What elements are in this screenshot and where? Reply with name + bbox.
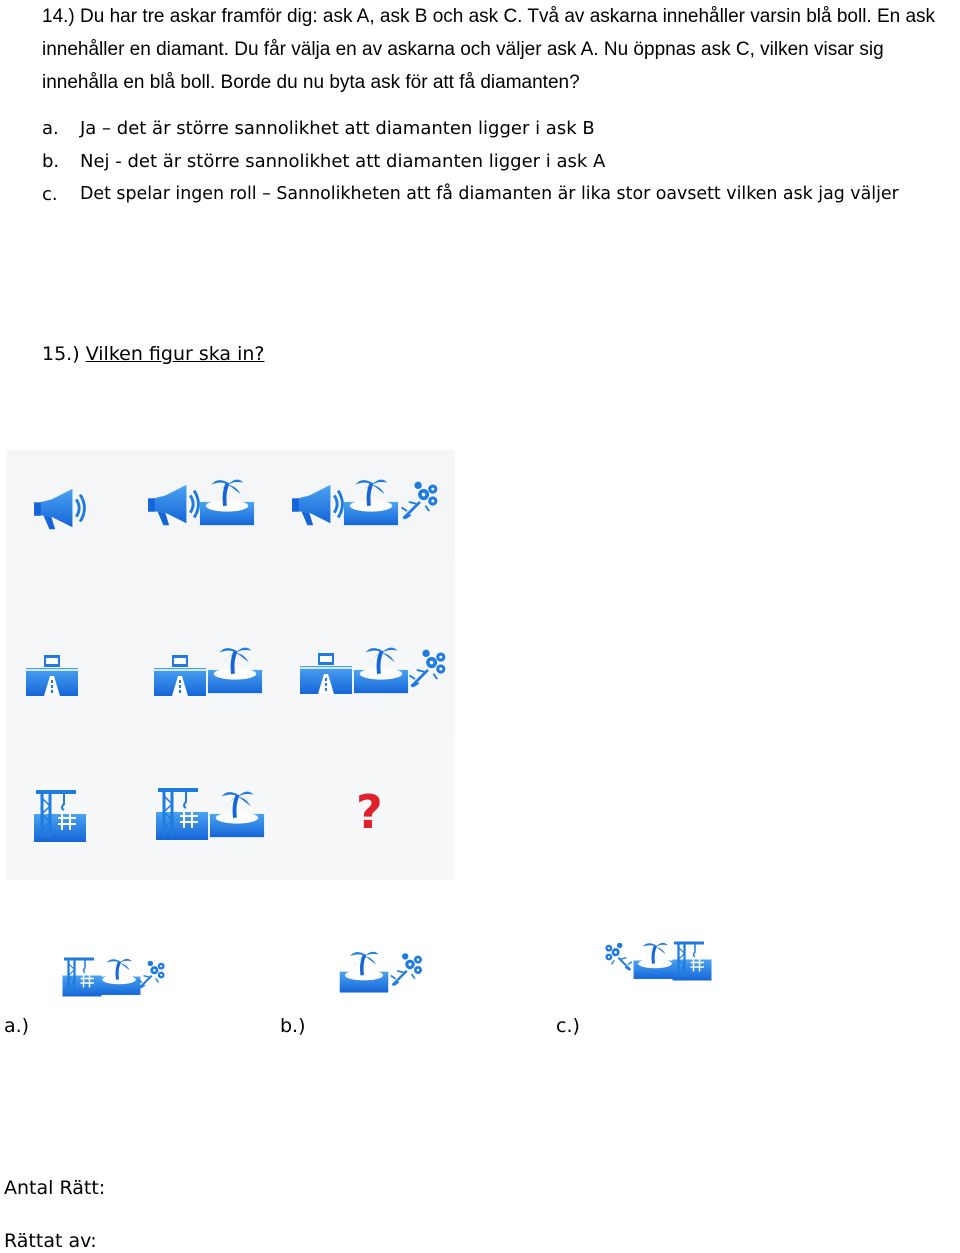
option-b <box>42 151 942 175</box>
flower-bouquet-icon <box>404 646 450 692</box>
palm-island-icon <box>206 640 264 696</box>
megaphone-icon <box>288 482 346 530</box>
option-a <box>42 118 942 142</box>
option-letter: c. <box>42 184 58 205</box>
missing-figure-question-mark: ? <box>356 785 383 839</box>
score-label: Antal Rätt: <box>4 1177 106 1199</box>
crane-icon <box>154 786 210 842</box>
option-letter: b. <box>42 151 60 172</box>
palm-island-icon <box>208 784 266 840</box>
flower-bouquet-icon <box>396 478 442 524</box>
crane-icon <box>32 788 88 844</box>
question-number: 15.) <box>42 343 80 365</box>
palm-island-icon <box>198 472 256 528</box>
grader-label: Rättat av: <box>4 1230 97 1252</box>
option-letter: a. <box>42 118 59 139</box>
crane-icon <box>668 940 716 982</box>
flower-bouquet-icon <box>386 950 426 990</box>
megaphone-icon <box>30 486 88 534</box>
question-14-text: 14.) Du har tre askar framför dig: ask A, ask B och ask C. Två av askarna innehåller varsin blå boll. En ask innehåller en diamant. Du får välja en av askarna och väljer ask A. Nu öppnas ask C, vilken visar sig innehålla en blå boll. Borde du nu byta ask för att få diamanten? <box>42 6 936 93</box>
megaphone-icon <box>144 482 202 530</box>
option-text: Det spelar ingen roll – Sannolikheten att få diamanten är lika stor oavsett vilken ask jag väljer <box>80 184 899 204</box>
answer-label-a: a.) <box>4 1015 30 1037</box>
option-text: Ja – det är större sannolikhet att diamanten ligger i ask B <box>80 118 595 139</box>
flower-bouquet-icon <box>134 958 168 992</box>
road-icon <box>24 652 80 698</box>
flower-bouquet-icon <box>602 940 636 974</box>
road-icon <box>152 652 208 698</box>
question-15-title <box>42 343 265 365</box>
question-15-text: Vilken figur ska in? <box>85 343 265 365</box>
palm-island-icon <box>342 472 400 528</box>
answer-label-b: b.) <box>280 1015 306 1037</box>
answer-label-c: c.) <box>556 1015 580 1037</box>
option-text: Nej - det är större sannolikhet att diamanten ligger i ask A <box>80 151 606 172</box>
palm-island-icon <box>338 944 390 996</box>
palm-island-icon <box>352 640 410 696</box>
option-c <box>42 184 960 208</box>
road-icon <box>298 650 354 696</box>
